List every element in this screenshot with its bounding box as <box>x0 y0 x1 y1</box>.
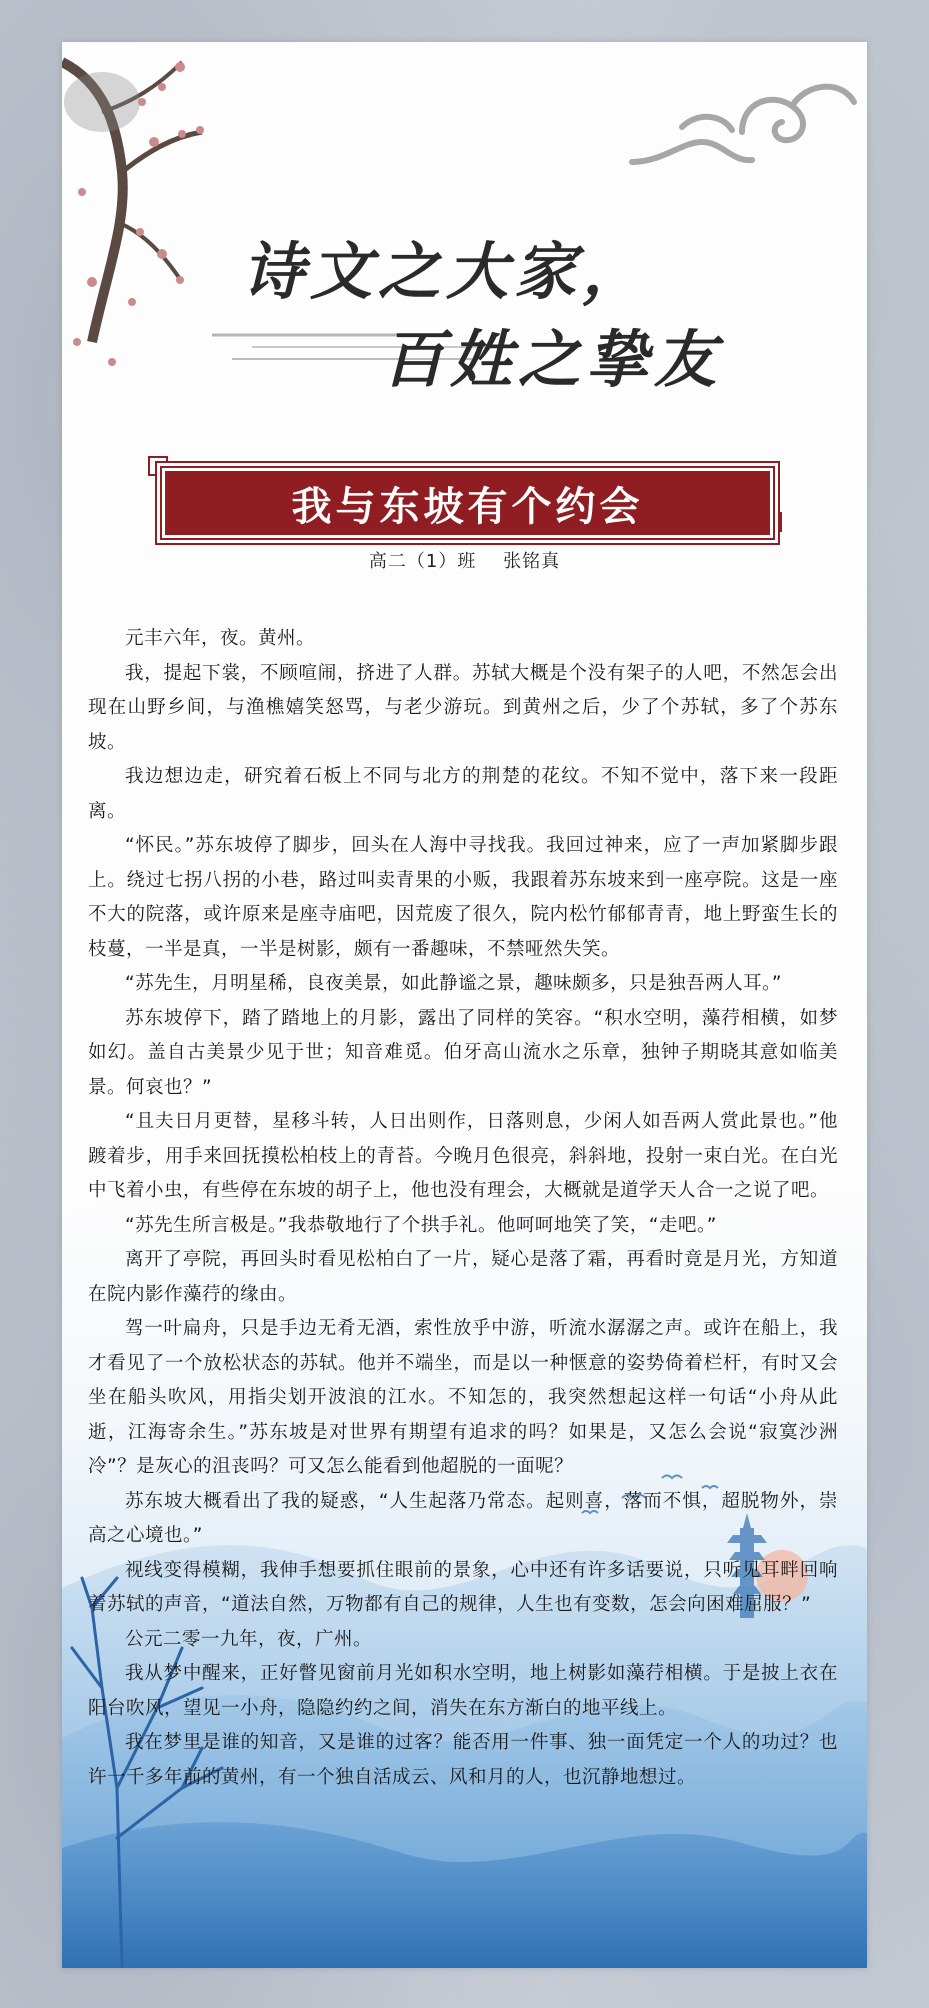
paragraph: 苏东坡停下，踏了踏地上的月影，露出了同样的笑容。“积水空明，藻荇相横，如梦如幻。盖自古美景少见于世；知音难觅。伯牙高山流水之乐章，独钟子期晓其意如临美景。何哀也？” <box>88 1007 838 1098</box>
headline-line-1: 诗文之大家， <box>242 235 651 308</box>
paragraph: 公元二零一九年，夜，广州。 <box>125 1628 373 1650</box>
article-body <box>88 622 838 1795</box>
byline <box>62 547 867 573</box>
paragraph: “苏先生所言极是。”我恭敬地行了个拱手礼。他呵呵地笑了笑，“走吧。” <box>125 1214 717 1236</box>
paragraph: 元丰六年，夜。黄州。 <box>125 628 316 649</box>
poster <box>62 42 867 1968</box>
paragraph: 我从梦中醒来，正好瞥见窗前月光如积水空明，地上树影如藻荇相横。于是披上衣在阳台吹风，望见一小舟，隐隐约约之间，消失在东方渐白的地平线上。 <box>88 1663 838 1719</box>
paragraph: 我边想边走，研究着石板上不同与北方的荆楚的花纹。不知不觉中，落下来一段距离。 <box>88 766 838 822</box>
plum-blossom-branch-icon <box>62 42 212 402</box>
paragraph: 视线变得模糊，我伸手想要抓住眼前的景象，心中还有许多话要说，只听见耳畔回响着苏轼的声音，“道法自然，万物都有自己的规律，人生也有变数，怎会向困难屈服？” <box>88 1559 838 1615</box>
paragraph: 我在梦里是谁的知音，又是谁的过客？能否用一件事、独一面凭定一个人的功过？也许一千多年前的黄州，有一个独自活成云、风和月的人，也沉静地想过。 <box>88 1732 838 1788</box>
headline-line-2: 百姓之挚友 <box>382 323 723 396</box>
paragraph: “怀民。”苏东坡停了脚步，回头在人海中寻找我。我回过神来，应了一声加紧脚步跟上。绕过七拐八拐的小巷，路过叫卖青果的小贩，我跟着苏东坡来到一座亭院。这是一座不大的院落，或许原来是座寺庙吧，因荒废了很久，院内松竹郁郁青青，地上野蛮生长的枝蔓，一半是真，一半是树影，颇有一番趣味，不禁哑然失笑。 <box>88 835 838 960</box>
paragraph: “且夫日月更替，星移斗转，人日出则作，日落则息，少闲人如吾两人赏此景也。”他踱着步，用手来回抚摸松柏枝上的青苔。今晚月色很亮，斜斜地，投射一束白光。在白光中飞着小虫，有些停在东坡的胡子上，他也没有理会，大概就是道学天人合一之说了吧。 <box>88 1111 838 1201</box>
auspicious-cloud-icon <box>622 72 862 182</box>
paragraph: 苏东坡大概看出了我的疑惑，“人生起落乃常态。起则喜，落而不惧，超脱物外，崇高之心境也。” <box>88 1490 838 1546</box>
title-banner <box>162 468 773 538</box>
author-name: 张铭真 <box>503 551 561 572</box>
paragraph: 离开了亭院，再回头时看见松柏白了一片，疑心是落了霜，再看时竟是月光，方知道在院内影作藻荇的缘由。 <box>88 1249 838 1305</box>
author-class: 高二（1）班 <box>368 551 477 572</box>
paragraph: 我，提起下裳，不顾喧闹，挤进了人群。苏轼大概是个没有架子的人吧，不然怎会出现在山野乡间，与渔樵嬉笑怒骂，与老少游玩。到黄州之后，少了个苏轼，多了个苏东坡。 <box>88 662 838 753</box>
article-title: 我与东坡有个约会 <box>291 483 644 530</box>
paragraph: “苏先生，月明星稀，良夜美景，如此静谧之景，趣味颇多，只是独吾两人耳。” <box>125 973 782 994</box>
paragraph: 驾一叶扁舟，只是手边无肴无酒，索性放乎中游，听流水潺潺之声。或许在船上，我才看见了一个放松状态的苏轼。他并不端坐，而是以一种惬意的姿势倚着栏杆，有时又会坐在船头吹风，用指尖划开波浪的江水。不知怎的，我突然想起这样一句话“小舟从此逝，江海寄余生。”苏东坡是对世界有期望有追求的吗？如果是，又怎么会说“寂寞沙洲冷”？是灰心的沮丧吗？可又怎么能看到他超脱的一面呢？ <box>88 1318 838 1477</box>
